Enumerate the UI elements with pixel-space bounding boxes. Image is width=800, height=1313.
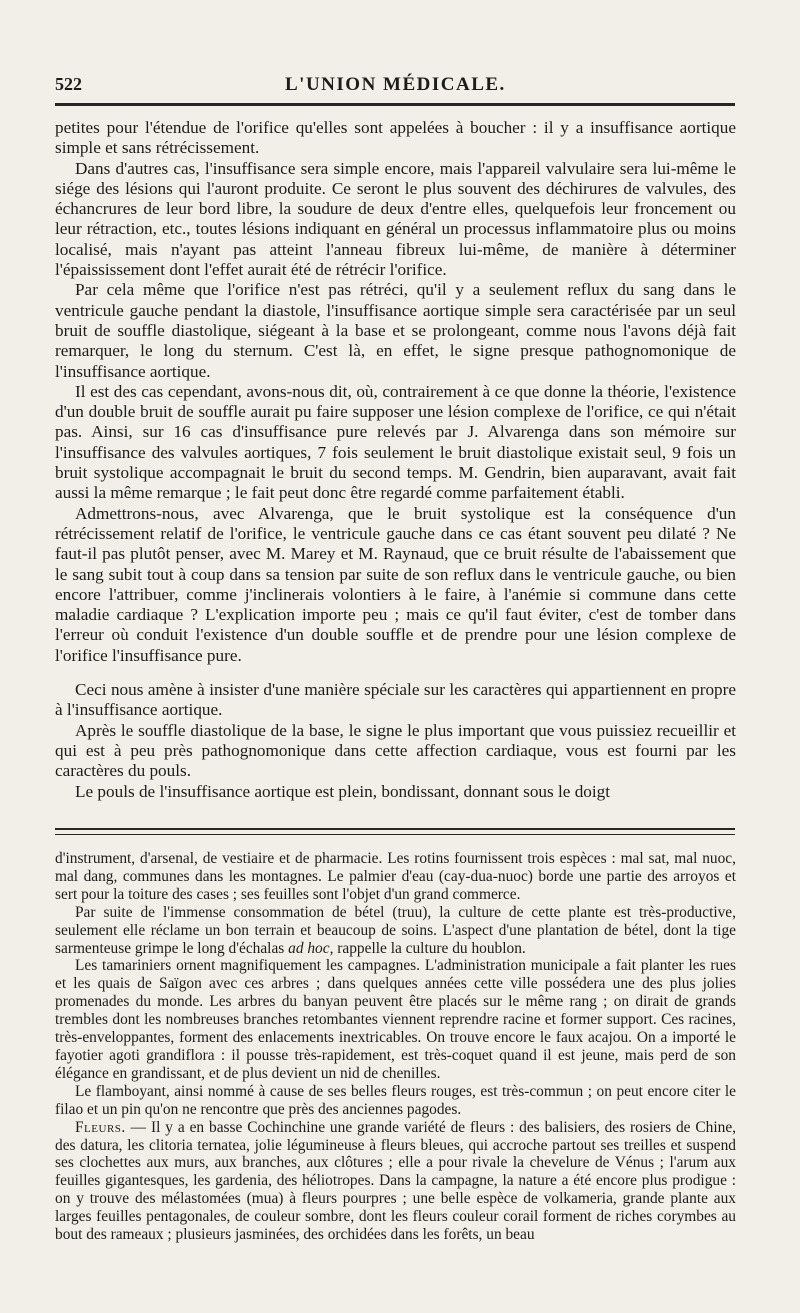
note-text: rappelle la culture du houblon. (333, 939, 526, 957)
note-text: — Il y a en basse Cochinchine une grande variété de fleurs : des balisiers, des rosiers de Chine, des datura, les clitoria ternatea, jolie légumineuse à fleurs bleues, qui accroche partout ses treilles et suspend ses clochettes aux murs, aux branches, aux clôtures ; elle a pour rivale la chevelure de Vénus ; l'arum aux feuilles gigantesques, les gardenia, des héliotropes. Dans la campagne, la nature a été encore plus prodigue : on y trouve des mélastomées (mua) à fleurs pourpres ; une belle espèce de volkameria, grande plante aux larges feuilles pentagonales, de couleur sombre, dont les fleurs couleur corail forment de riches corymbes au bout des rameaux ; plusieurs jasminées, des orchidées dans les forêts, un beau (55, 1118, 736, 1244)
paragraph: Dans d'autres cas, l'insuffisance sera simple encore, mais l'appareil valvulaire sera lui-même le siége des lésions qui l'auront produite. Ce seront le plus souvent des déchirures de valvules, des échancrures de leur bord libre, la soudure de deux d'entre elles, quelquefois leur froncement ou leur rétraction, etc., toutes lésions indiquant en général un processus inflammatoire plus ou moins localisé, mais n'ayant pas atteint l'anneau fibreux lui-même, de manière à déterminer l'épaississement dont l'effet aurait été de rétrécir l'orifice. (55, 158, 736, 280)
feuilleton-text (55, 850, 736, 1244)
note-paragraph (55, 1119, 736, 1244)
paragraph: Admettrons-nous, avec Alvarenga, que le bruit systolique est la conséquence d'un rétrécissement relatif de l'orifice, le ventricule gauche dans ce cas étant souvent peu dilaté ? Ne faut-il pas plutôt penser, avec M. Marey et M. Raynaud, que ce bruit résulte de l'abaissement que le sang subit tout à coup dans sa tension par suite de son reflux dans le ventricule gauche, ou bien encore l'attribuer, comme j'inclinerais volontiers à le faire, à l'anémie si commune dans cette maladie cardiaque ? L'explication importe peu ; mais ce qu'il faut éviter, c'est de tomber dans l'erreur où conduit l'existence d'un double souffle et de prendre pour une lésion complexe de l'orifice l'insuffisance pure. (55, 503, 736, 665)
note-italic: ad hoc, (288, 939, 334, 957)
paragraph: Il est des cas cependant, avons-nous dit, où, contrairement à ce que donne la théorie, l'existence d'un double bruit de souffle aurait pu faire supposer une lésion complexe de l'orifice, ce qui n'était pas. Ainsi, sur 16 cas d'insuffisance pure relevés par J. Alvarenga dans son mémoire sur l'insuffisance des valvules aortiques, 7 fois seulement le bruit diastolique existait seul, 9 fois un bruit systolique accompagnait le bruit du second temps. M. Gendrin, bien auparavant, avait fait aussi la même remarque ; le fait peut donc être regardé comme parfaitement établi. (55, 381, 736, 503)
note-paragraph: Les tamariniers ornent magnifiquement les campagnes. L'administration municipale a fait planter les rues et les quais de Saïgon avec ces arbres ; dans quelques années cette ville possédera une des plus jolies promenades du monde. Les arbres du banyan peuvent être placés sur le même rang ; on dirait de grands trembles dont les nombreuses branches retombantes viennent reprendre racine et former support. Ces racines, très-enveloppantes, forment des enlacements inextricables. On trouve encore le faux acajou. On a importé le fayotier agoti grandiflora : il pousse très-rapidement, est très-coquet quand il est jeune, mais perd de son élégance en grandissant, et de plus devient un nid de chenilles. (55, 957, 736, 1082)
paragraph: Le pouls de l'insuffisance aortique est plein, bondissant, donnant sous le doigt (75, 781, 611, 801)
header-rule (55, 103, 735, 106)
note-paragraph (55, 904, 736, 958)
running-title: L'UNION MÉDICALE. (285, 74, 506, 95)
footnote-rule (55, 828, 735, 835)
page-number: 522 (55, 74, 82, 94)
page-header (55, 74, 735, 100)
paragraph: Par cela même que l'orifice n'est pas rétréci, qu'il y a seulement reflux du sang dans le ventricule gauche pendant la diastole, l'insuffisance aortique simple sera caractérisée par un seul bruit de souffle diastolique, siégeant à la base et se prolongeant, comme nous l'avons déjà fait remarquer, le long du sternum. C'est là, en effet, le signe presque pathognomonique de l'insuffisance aortique. (55, 280, 736, 381)
paragraph: Ceci nous amène à insister d'une manière spéciale sur les caractères qui appartiennent en propre à l'insuffisance aortique. (55, 680, 736, 720)
note-paragraph: Le flamboyant, ainsi nommé à cause de ses belles fleurs rouges, est très-commun ; on peut encore citer le filao et un pin qu'on ne rencontre que près des anciennes pagodes. (55, 1082, 736, 1118)
main-text (55, 118, 736, 802)
paragraph: Après le souffle diastolique de la base, le signe le plus important que vous puissiez recueillir et qui est à peu près pathognomonique dans cette affection cardiaque, vous est fourni par les caractères du pouls. (55, 720, 736, 781)
paragraph: petites pour l'étendue de l'orifice qu'elles sont appelées à boucher : il y a insuffisance aortique simple et sans rétrécissement. (55, 118, 736, 158)
note-text: Par suite de l'immense consommation de bétel (truu), la culture de cette plante est très-productive, seulement elle réclame un bon terrain et beaucoup de soins. L'aspect d'une plantation de bétel, dont la tige sarmenteuse grimpe le long d'échalas (55, 903, 736, 957)
note-paragraph: d'instrument, d'arsenal, de vestiaire et de pharmacie. Les rotins fournissent trois espèces : mal sat, mal nuoc, mal dang, communes dans les montagnes. Le palmier d'eau (cay-dua-nuoc) borde une partie des arroyos et sert pour la toiture des cases ; ses feuilles sont l'objet d'un grand commerce. (55, 850, 736, 903)
section-heading: Fleurs. (75, 1118, 126, 1136)
